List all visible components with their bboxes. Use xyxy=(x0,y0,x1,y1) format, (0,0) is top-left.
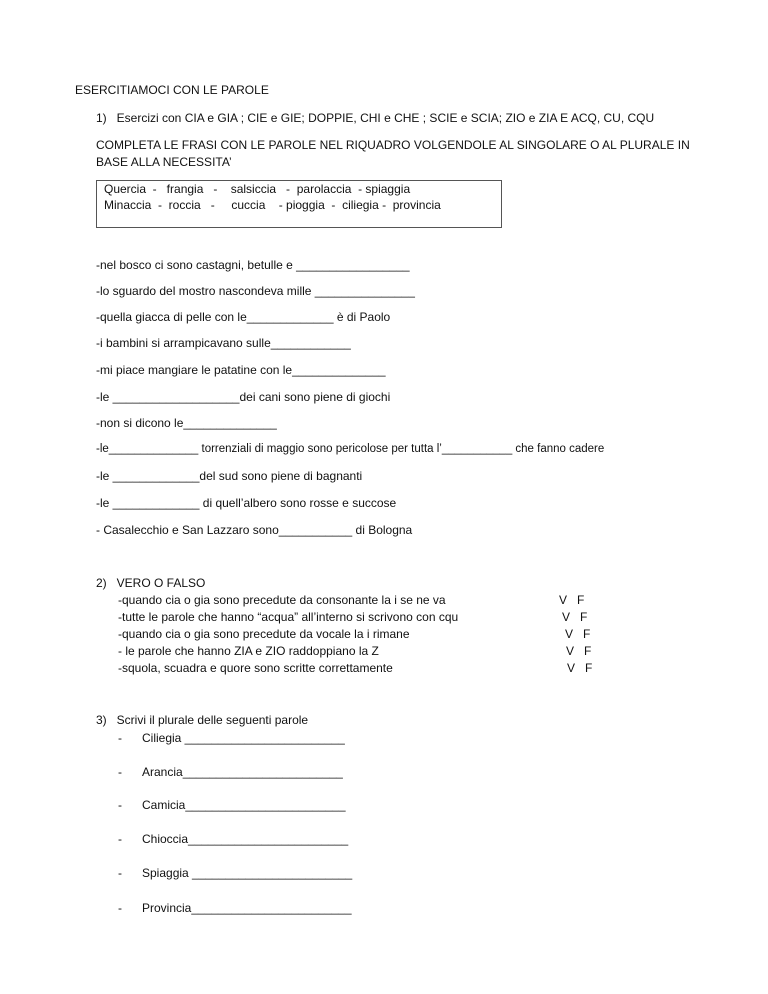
statement-5: -squola, scuadra e quore sono scritte correttamente xyxy=(118,661,393,675)
section3-heading: 3) Scrivi il plurale delle seguenti parole xyxy=(96,713,309,727)
sentence-5: -mi piace mangiare le patatine con le______________ xyxy=(96,363,386,377)
statement-2-vf[interactable]: V F xyxy=(562,610,588,624)
section1-instruction-line2: BASE ALLA NECESSITA’ xyxy=(96,155,232,169)
sentence-3: -quella giacca di pelle con le_____________ è di Paolo xyxy=(96,310,391,324)
plural-item-1: Ciliegia ________________________ xyxy=(142,731,345,745)
section1-instruction-line1: COMPLETA LE FRASI CON LE PAROLE NEL RIQUADRO VOLGENDOLE AL SINGOLARE O AL PLURALE IN xyxy=(96,138,690,152)
word-box-line1: Quercia - frangia - salsiccia - parolaccia - spiaggia xyxy=(104,182,411,196)
plural-item-1-dash: - xyxy=(118,731,122,745)
section2-heading: 2) VERO O FALSO xyxy=(96,576,206,590)
statement-3-vf[interactable]: V F xyxy=(565,627,591,641)
plural-item-3: Camicia________________________ xyxy=(142,798,346,812)
sentence-11: - Casalecchio e San Lazzaro sono___________ di Bologna xyxy=(96,523,413,537)
plural-item-6-dash: - xyxy=(118,901,122,915)
section1-heading: 1) Esercizi con CIA e GIA ; CIE e GIE; DOPPIE, CHI e CHE ; SCIE e SCIA; ZIO e ZIA E ACQ, CU, CQU xyxy=(96,111,655,125)
sentence-4: -i bambini si arrampicavano sulle____________ xyxy=(96,336,351,350)
statement-1-vf[interactable]: V F xyxy=(559,593,585,607)
sentence-8: -le______________ torrenziali di maggio sono pericolose per tutta l’___________ che fanno cadere xyxy=(96,443,605,455)
word-box-line2: Minaccia - roccia - cuccia - pioggia - ciliegia - provincia xyxy=(104,198,441,212)
plural-item-4-dash: - xyxy=(118,832,122,846)
statement-1: -quando cia o gia sono precedute da consonante la i se ne va xyxy=(118,593,446,607)
plural-item-6: Provincia________________________ xyxy=(142,901,352,915)
plural-item-5: Spiaggia ________________________ xyxy=(142,866,353,880)
sentence-2: -lo sguardo del mostro nascondeva mille _______________ xyxy=(96,284,415,298)
sentence-10: -le _____________ di quell’albero sono rosse e succose xyxy=(96,496,397,510)
plural-item-2: Arancia________________________ xyxy=(142,765,343,779)
sentence-1: -nel bosco ci sono castagni, betulle e _________________ xyxy=(96,258,410,272)
statement-2: -tutte le parole che hanno “acqua” all’interno si scrivono con cqu xyxy=(118,610,459,624)
plural-item-4: Chioccia________________________ xyxy=(142,832,349,846)
plural-item-3-dash: - xyxy=(118,798,122,812)
plural-item-2-dash: - xyxy=(118,765,122,779)
sentence-9: -le _____________del sud sono piene di bagnanti xyxy=(96,469,363,483)
sentence-7: -non si dicono le______________ xyxy=(96,416,277,430)
statement-3: -quando cia o gia sono precedute da vocale la i rimane xyxy=(118,627,410,641)
statement-4: - le parole che hanno ZIA e ZIO raddoppiano la Z xyxy=(118,644,379,658)
page-title: ESERCITIAMOCI CON LE PAROLE xyxy=(75,83,269,97)
sentence-6: -le ___________________dei cani sono piene di giochi xyxy=(96,390,391,404)
statement-4-vf[interactable]: V F xyxy=(566,644,592,658)
plural-item-5-dash: - xyxy=(118,866,122,880)
statement-5-vf[interactable]: V F xyxy=(567,661,593,675)
